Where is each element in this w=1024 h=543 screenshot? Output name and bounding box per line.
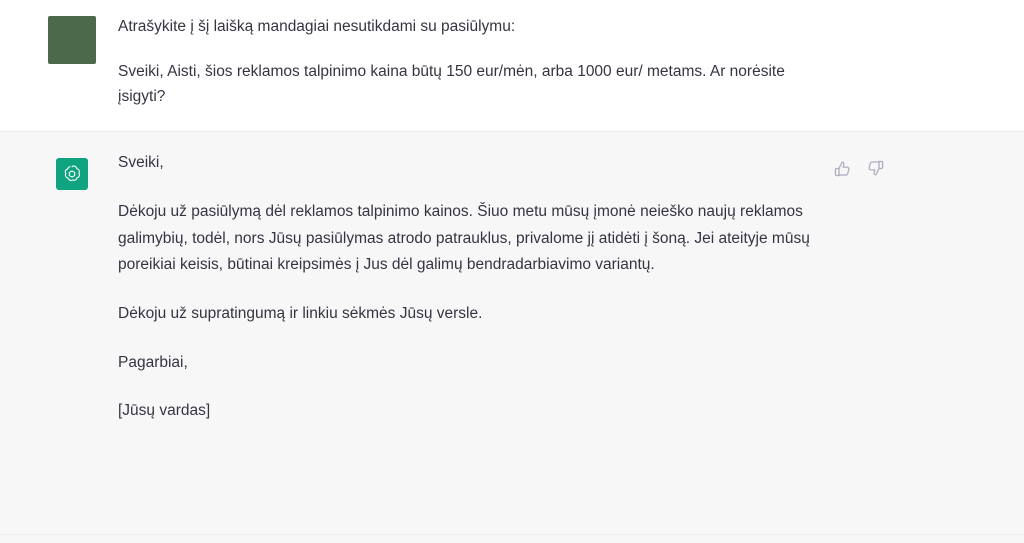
user-avatar — [48, 16, 96, 64]
assistant-message-paragraph-5: [Jūsų vardas] — [118, 402, 211, 420]
user-message-turn — [0, 0, 1024, 131]
thumbs-up-icon[interactable] — [834, 160, 851, 177]
user-message-paragraph-2: Sveiki, Aisti, šios reklamos talpinimo kaina būtų 150 eur/mėn, arba 1000 eur/ metams. Ar norėsite įsigyti? — [118, 63, 785, 106]
conversation-bottom-spacer — [0, 535, 1024, 543]
user-message-paragraph-1: Atrašykite į šį laišką mandagiai nesutikdami su pasiūlymu: — [118, 18, 516, 35]
assistant-message-paragraph-4: Pagarbiai, — [118, 353, 188, 371]
assistant-message-paragraph-2: Dėkoju už pasiūlymą dėl reklamos talpinimo kainos. Šiuo metu mūsų įmonė neieško naujų reklamos galimybių, todėl, nors Jūsų pasiūlymas atrodo patrauklus, privalome jį atidėti į šoną. Jei ateityje mūsų poreikiai keisis, būtinai kreipsimės į Jus dėl galimų bendradarbiavimo variantų. — [118, 202, 810, 274]
assistant-turn-inner — [0, 150, 1024, 447]
thumbs-down-icon[interactable] — [867, 160, 884, 177]
assistant-message-paragraph-1: Sveiki, — [118, 154, 164, 172]
assistant-message-body — [118, 150, 818, 447]
user-message-body — [118, 14, 818, 109]
openai-logo-icon — [56, 158, 88, 190]
message-feedback-controls — [834, 160, 884, 177]
assistant-message-turn — [0, 131, 1024, 535]
user-turn-inner — [0, 14, 1024, 109]
assistant-message-paragraph-3: Dėkoju už supratingumą ir linkiu sėkmės Jūsų versle. — [118, 304, 483, 322]
